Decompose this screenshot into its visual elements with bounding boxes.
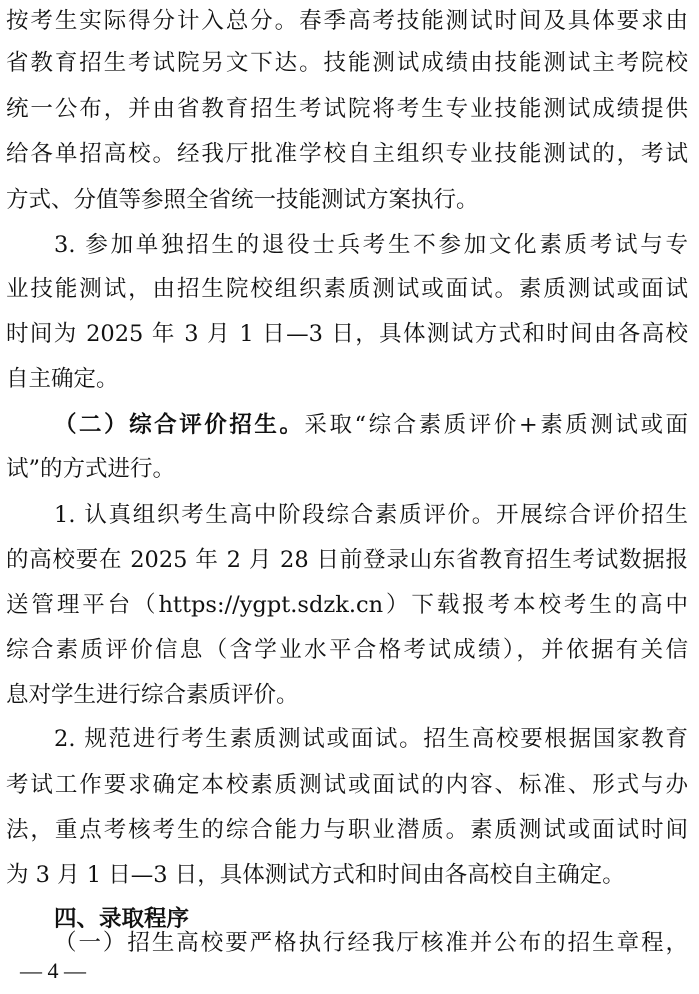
section-2-line: [54, 404, 688, 446]
paragraph-line: 按考生实际得分计入总分。春季高考技能测试时间及具体要求由: [6, 8, 688, 34]
paragraph-line: 给各单招高校。经我厅批准学校自主组织专业技能测试的，考试: [6, 141, 688, 167]
item-3-line: 业技能测试，由招生院校组织素质测试或面试。素质测试或面试: [6, 276, 688, 302]
item-1-line: 送管理平台（https://ygpt.sdzk.cn）下载报考本校考生的高中: [6, 592, 688, 618]
item-1-line: 综合素质评价信息（含学业水平合格考试成绩），并依据有关信: [6, 637, 688, 663]
item-1-line: 息对学生进行综合素质评价。: [6, 682, 299, 708]
paragraph-line: 统一公布，并由省教育招生考试院将考生专业技能测试成绩提供: [6, 96, 688, 122]
paragraph-line: 方式、分值等参照全省统一技能测试方案执行。: [6, 187, 479, 213]
last-line: （一）招生高校要严格执行经我厅核准并公布的招生章程，: [54, 930, 688, 956]
paragraph-line: 省教育招生考试院另文下达。技能测试成绩由技能测试主考院校: [6, 50, 688, 76]
item-2-line: 法，重点考核考生的综合能力与职业潜质。素质测试或面试时间: [6, 817, 688, 843]
section-4-heading: 四、录取程序: [54, 906, 190, 932]
section-2-heading: （二）综合评价招生。: [54, 412, 305, 438]
section-2-continuation: 试”的方式进行。: [6, 456, 176, 482]
item-1-line: 1. 认真组织考生高中阶段综合素质评价。开展综合评价招生: [54, 502, 688, 528]
section-2-text: 采取“综合素质评价+素质测试或面: [304, 412, 688, 438]
item-3-line: 自主确定。: [6, 366, 119, 392]
item-3-line: 时间为 2025 年 3 月 1 日—3 日，具体测试方式和时间由各高校: [6, 321, 688, 347]
item-2-line: 为 3 月 1 日—3 日，具体测试方式和时间由各高校自主确定。: [6, 862, 625, 888]
item-3-line: 3. 参加单独招生的退役士兵考生不参加文化素质考试与专: [54, 232, 688, 258]
item-2-line: 2. 规范进行考生素质测试或面试。招生高校要根据国家教育: [54, 726, 688, 752]
item-1-line: 的高校要在 2025 年 2 月 28 日前登录山东省教育招生考试数据报: [6, 547, 688, 573]
item-2-line: 考试工作要求确定本校素质测试或面试的内容、标准、形式与办: [6, 772, 688, 798]
page-number: — 4 —: [20, 958, 86, 983]
